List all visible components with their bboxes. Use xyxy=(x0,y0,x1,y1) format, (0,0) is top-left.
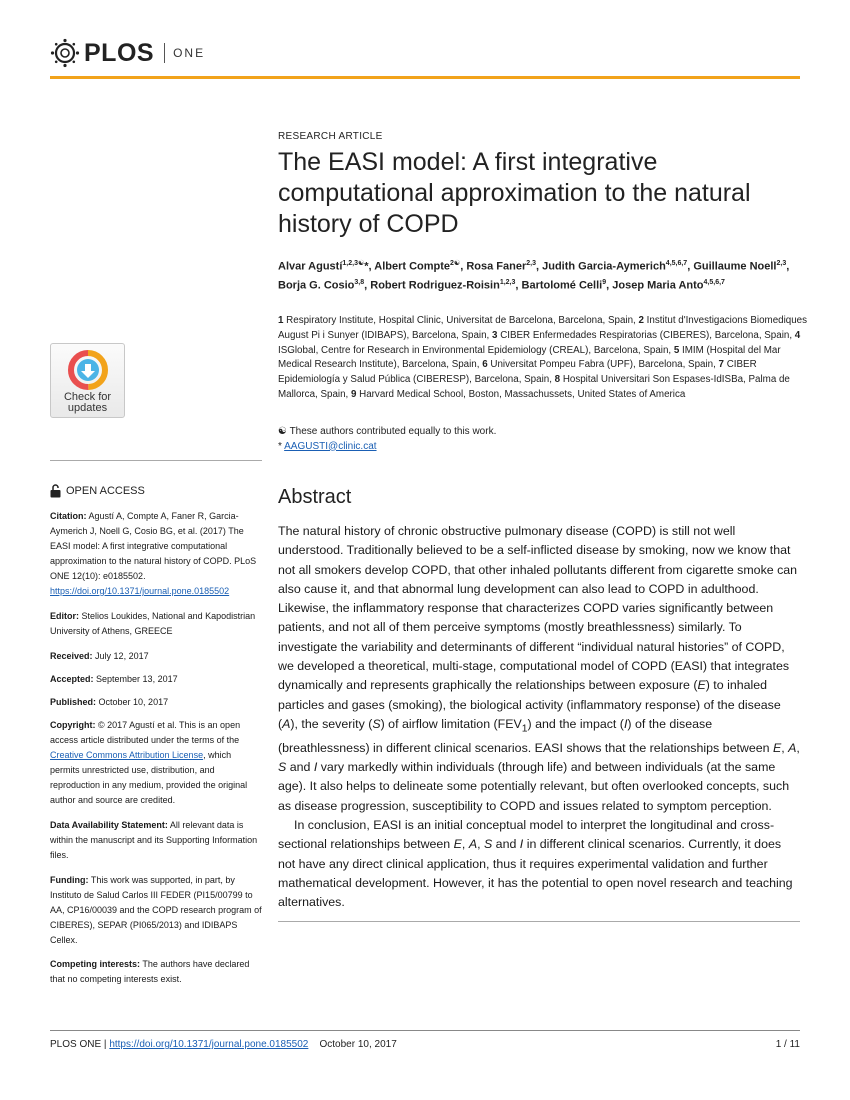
page-number: 1 / 11 xyxy=(775,1039,800,1050)
author-affiliation-marks: 4,5,6,7 xyxy=(665,260,688,267)
affiliation-number: 1 xyxy=(278,315,284,326)
abstract-text-run: I xyxy=(623,716,628,731)
license-link[interactable]: Creative Commons Attribution License xyxy=(50,750,204,760)
author-separator: , xyxy=(460,260,467,273)
abstract-text-run: ), the severity ( xyxy=(290,716,373,731)
abstract-text-run: E xyxy=(453,837,462,852)
abstract-text-run: E xyxy=(772,740,782,755)
affiliation-number: 8 xyxy=(554,374,561,386)
author-affiliation-marks: 2☯ xyxy=(450,260,461,267)
footer-journal: PLOS ONE xyxy=(50,1039,102,1050)
author-name[interactable]: Josep Maria Anto xyxy=(612,279,704,292)
editor-block: Editor: Stelios Loukides, National and Kapodistrian University of Athens, GREECE xyxy=(50,611,256,636)
author-separator: , xyxy=(606,279,613,292)
author-affiliation-marks: 9 xyxy=(602,278,607,286)
received-date: Received: July 12, 2017 xyxy=(50,651,149,661)
abstract-text-run: E xyxy=(697,678,706,693)
footer-date: October 10, 2017 xyxy=(319,1039,397,1050)
author-separator: , xyxy=(687,260,694,273)
copyright-block: Copyright: © 2017 Agustí et al. This is an open access article distributed under the terms of the Creative Commons Attribution License, which permits unrestricted use, distribution, and reproduction in any medium, provided the original author and source are credited. xyxy=(50,720,248,805)
footer-rule xyxy=(50,1030,800,1031)
plos-logo-mark-icon xyxy=(50,38,80,68)
abstract-text-run: and xyxy=(492,837,520,852)
author-name[interactable]: Robert Rodriguez-Roisin xyxy=(370,279,500,292)
abstract-text-run: , xyxy=(781,740,789,755)
affiliation-number: 2 xyxy=(638,315,644,326)
affiliation-text: ISGlobal, Centre for Research in Environmental Epidemiology (CREAL), Barcelona, Spain, xyxy=(278,344,674,356)
abstract-text-run: ) of the disease (breathlessness) in different clinical scenarios. EASI shows that the relationships between xyxy=(278,716,773,755)
abstract-text-run: In conclusion, EASI is an initial conceptual model to interpret the longitudinal and cross-sectional relationships between xyxy=(278,817,775,852)
author-name[interactable]: Judith Garcia-Aymerich xyxy=(542,260,666,273)
plos-one-logo[interactable] xyxy=(50,36,205,70)
abstract-text-run: A xyxy=(282,716,291,731)
abstract-text-run: S xyxy=(278,760,287,775)
abstract-text-run: , xyxy=(796,740,800,755)
author-affiliation-marks: 2,3 xyxy=(526,260,536,267)
affiliation-text: Harvard Medical School, Boston, Massachussets, United States of America xyxy=(356,388,686,400)
competing-interests-block: Competing interests: The authors have declared that no competing interests exist. xyxy=(50,959,250,984)
author-name[interactable]: Bartolomé Celli xyxy=(521,279,603,292)
citation-doi-link[interactable]: https://doi.org/10.1371/journal.pone.0185502 xyxy=(50,586,230,596)
abstract-text-run: ) to inhaled particles and gases (smoking), the biological activity (inflammatory response) of the disease ( xyxy=(278,678,781,731)
author-list xyxy=(278,256,808,293)
open-lock-icon xyxy=(50,484,61,498)
affiliation-text: Institut d'Investigacions Biomediques August Pi i Sunyer (IDIBAPS), Barcelona, Spain, xyxy=(278,315,808,341)
footer-separator: | xyxy=(103,1039,107,1050)
abstract-text-run: I xyxy=(519,837,524,852)
affiliation-number: 9 xyxy=(350,388,357,400)
author-affiliation-marks: 1,2,3☯ xyxy=(342,260,365,267)
author-separator: *, xyxy=(364,260,375,273)
abstract-text-run: A xyxy=(788,740,797,755)
author-name[interactable]: Alvar Agustí xyxy=(278,260,343,273)
abstract-rule xyxy=(278,921,800,922)
abstract-text-run: I xyxy=(313,760,318,775)
abstract-body xyxy=(278,522,800,912)
abstract-paragraph-1 xyxy=(278,522,800,816)
abstract-text-run: S xyxy=(372,716,381,731)
equal-contribution-note: ☯ These authors contributed equally to this work. xyxy=(278,426,497,437)
affiliation-text: Universitat Pompeu Fabra (UPF), Barcelona, Spain, xyxy=(487,359,719,371)
author-affiliation-marks: 4,5,6,7 xyxy=(703,278,725,286)
author-name[interactable]: Guillaume Noell xyxy=(693,260,777,273)
abstract-text-run: ) and the impact ( xyxy=(527,716,624,731)
author-name[interactable]: Borja G. Cosio xyxy=(278,279,355,292)
affiliation-number: 7 xyxy=(718,359,724,371)
author-notes xyxy=(278,425,808,454)
citation-block: Citation: Agustí A, Compte A, Faner R, Garcia-Aymerich J, Noell G, Cosio BG, et al. (2017) The EASI model: A first integrative computational approximation to the natural history of COPD. PLoS ONE 12(10): e0185502. https://doi.org/10.1371/journal.pone.0185502 xyxy=(50,511,257,596)
affiliation-number: 3 xyxy=(492,329,498,341)
affiliation-number: 6 xyxy=(482,359,488,371)
footer-doi-link[interactable]: https://doi.org/10.1371/journal.pone.0185502 xyxy=(109,1039,309,1050)
accepted-date: Accepted: September 13, 2017 xyxy=(50,674,178,684)
affiliations xyxy=(278,314,808,403)
corresponding-author-note: * AAGUSTI@clinic.cat xyxy=(278,440,377,452)
author-name[interactable]: Rosa Faner xyxy=(466,260,527,273)
abstract-text-run: ) of airflow limitation (FEV xyxy=(380,716,522,731)
author-separator: , xyxy=(786,260,790,273)
author-affiliation-marks: 1,2,3 xyxy=(499,278,516,286)
affiliation-number: 4 xyxy=(794,329,801,341)
abstract-text-run: 1 xyxy=(521,723,528,735)
header-rule xyxy=(50,76,800,79)
logo-separator xyxy=(164,43,165,63)
author-affiliation-marks: 3,8 xyxy=(354,278,365,286)
abstract-paragraph-2 xyxy=(278,816,800,912)
affiliation-number: 5 xyxy=(673,344,680,356)
plos-wordmark: PLOS xyxy=(84,38,155,67)
check-for-updates-icon xyxy=(68,350,108,390)
sidebar-rule xyxy=(50,460,262,461)
abstract-text-run: and xyxy=(286,760,314,775)
author-affiliation-marks: 2,3 xyxy=(776,260,787,267)
abstract-heading: Abstract xyxy=(278,486,352,508)
affiliation-text: IMIM (Hospital del Mar Medical Research Institute), Barcelona, Spain, xyxy=(278,344,781,371)
abstract-text-run: A xyxy=(468,837,478,852)
affiliation-text: Hospital Universitari Son Espases-IdISBa, Palma de Mallorca, Spain, xyxy=(278,374,790,400)
article-title: The EASI model: A first integrative computational approximation to the natural history of COPD xyxy=(278,148,751,238)
affiliation-text: CIBER Enfermedades Respiratorias (CIBERES), Barcelona, Spain, xyxy=(497,329,795,341)
abstract-text-run: , xyxy=(461,837,469,852)
article-type: RESEARCH ARTICLE xyxy=(278,131,383,142)
open-access-label: OPEN ACCESS xyxy=(50,484,145,498)
page-footer xyxy=(50,1039,800,1050)
author-separator: , xyxy=(515,279,522,292)
affiliation-text: CIBER Epidemiología y Salud Pública (CIBERESP), Barcelona, Spain, xyxy=(278,359,757,386)
check-for-updates-label: Check for updates xyxy=(63,391,112,414)
published-date: Published: October 10, 2017 xyxy=(50,697,169,707)
abstract-text-run: , xyxy=(477,837,484,852)
abstract-text-run: The natural history of chronic obstructive pulmonary disease (COPD) is still not well understood. Traditionally believed to be a self-inflicted disease by smoking, now we know that not all smokers develop COPD, that other inhaled pollutants different from cigarette smoke can also cause it, and that abnormal lung development can also lead to COPD in adulthood. Likewise, the inflammatory response that characterizes COPD varies significantly between patients, and not all of them perceive symptoms (mostly breathlessness) similarly. To investigate the variability and determinants of different “individual natural histories” of COPD, we developed a theoretical, multi-stage, computational model of COPD (EASI) that integrates dynamically and represents graphically the relationships between exposure ( xyxy=(278,524,798,693)
author-name[interactable]: Albert Compte xyxy=(374,260,451,273)
corresponding-email-link[interactable]: AAGUSTI@clinic.cat xyxy=(284,440,377,452)
funding-block: Funding: This work was supported, in part, by Instituto de Salud Carlos III FEDER (PI15/00799 to AA, CP16/00039 and the COPD research program of CIBERES), SEPAR (PI065/2013) and IDIBAPS Cellex. xyxy=(50,875,262,945)
author-separator: , xyxy=(535,260,543,273)
author-separator: , xyxy=(364,279,371,292)
abstract-text-run: vary markedly within individuals (through life) and between individuals (at the same age). It also helps to delineate some potentially relevant, but often overlooked concepts, such as disease progression, susceptibility to COPD and issues related to symptom perception. xyxy=(278,760,790,813)
journal-name: ONE xyxy=(173,46,206,60)
abstract-text-run: S xyxy=(483,837,493,852)
affiliation-text: Respiratory Institute, Hospital Clinic, Universitat de Barcelona, Barcelona, Spain, xyxy=(283,315,639,326)
check-for-updates-badge[interactable] xyxy=(50,343,125,418)
data-availability-block: Data Availability Statement: All relevant data is within the manuscript and its Supporting Information files. xyxy=(50,820,258,860)
abstract-text-run: in different clinical scenarios. Currently, it does not have any direct clinical application, thus it requires experimental validation and further mathematical development. However, it has the potential to open novel research and teaching alternatives. xyxy=(278,837,793,910)
